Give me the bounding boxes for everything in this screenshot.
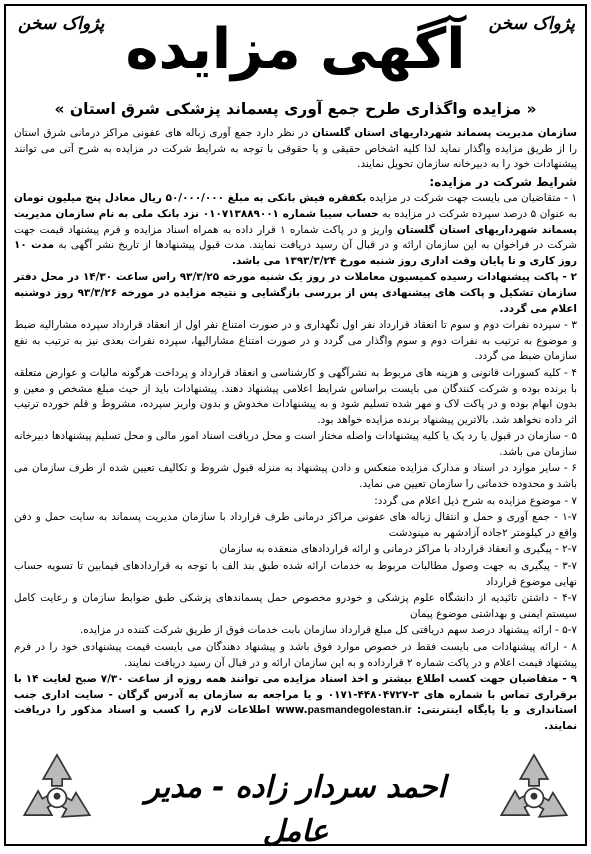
item-1-d: حساب سیبا شماره ۰۱۰۷۱۳۸۸۹۰۰۱ نزد بانک ملی به نام سازمان مدیریت پسماند شهرداریهای استان گلستان bbox=[14, 207, 577, 236]
item-9-end: اطلاعات لازم را کسب و اسناد مذکور را دریافت نمایند. bbox=[14, 704, 577, 732]
logo-left: پژواک سخن bbox=[18, 14, 105, 34]
item-9 bbox=[14, 672, 577, 734]
item-1-e: واریز و در پاکت شماره ۱ قرار داده به همراه اسناد مزایده و فرم پیشنهاد قیمت جهت شرکت در فراخوان به این سازمان ارائه و در قبال آن رسید دریافت نمایند. مدت قبول پیشنهادها از تاریخ نشر آگهی به bbox=[14, 223, 578, 252]
item-1-c: به عنوان ۵ درصد سپرده شرکت در مزایده به bbox=[378, 207, 577, 220]
item-1-f: مدت ۱۰ روز کاری و تا پایان وقت اداری روز شنبه مورخ ۱۳۹۳/۳/۲۴ می باشد. bbox=[14, 239, 577, 267]
org-name: سازمان مدیریت پسماند شهرداریهای استان گلستان bbox=[312, 127, 577, 139]
item-2: ۲ - پاکت پیشنهادات رسیده کمیسیون معاملات در روز یک شنبه مورخه ۹۳/۳/۲۵ راس ساعت ۱۴/۳۰ در محل دفتر سازمان تشکیل و پاکت های پیشنهادی پس از بررسی بازگشایی و نتیجه مزایده در مورخه ۹۳/۳/۲۶ روز دوشنبه اعلام می گردد. bbox=[14, 271, 578, 315]
item-1-a: ۱ - متقاضیان می بایست جهت شرکت در مزایده bbox=[366, 192, 577, 205]
item-3: ۳ - سپرده نفرات دوم و سوم تا انعقاد قرارداد نفر اول نگهداری و در صورت امتناع نفر اول از انعقاد قرارداد سپرده مشارالیه ضبط و موضوع به ترتیب به نفرات دوم و سوم واگذار می گردد و در صورت امتناع مشارالیها، سپرده نفرات بعدی نیز به ترتیب به نفع سازمان ضبط می گردد. bbox=[14, 319, 577, 363]
subtitle: « مزایده واگذاری طرح جمع آوری پسماند پزشکی شرق استان » bbox=[54, 100, 537, 118]
header bbox=[6, 6, 585, 98]
item-1-b: بکفقره فیش بانکی به مبلغ ۵۰/۰۰۰/۰۰۰ ریال معادل پنج میلیون تومان bbox=[14, 192, 367, 205]
item-4: ۴ - کلیه کسورات قانونی و هزینه های مربوط به نشرآگهی و کارشناسی و انعقاد قرارداد و پرداخت هرگونه مالیات و عوارض متعلقه با برنده بوده و شرکت کنندگان می بایست براساس شرایط اعلامی پیشنهاد دهند. پیشنهادات باید از حیث مبلغ مشخص و معین و بدون ابهام بوده و در پاکت لاک و مهر شده تسلیم شود و به پیشنهادات مخدوش و بدون واریز سپرده، مشروط و قلم خورده ترتیب اثر داده نخواهد شد. بالاترین پیشنهاد برنده مزایده خواهد بود. bbox=[14, 366, 577, 426]
item-9-text: ۹ - متقاضیان جهت کسب اطلاع بیشتر و اخذ اسناد مزایده می توانند همه روزه از ساعت ۷/۳۰ صبح لغایت ۱۴ با برقراری تماس با شماره های ۳-۴۴۸۰۴۷۲۷-۰۱۷۱ و یا مراجعه به سازمان به آدرس گرگان - سایت اداری جنب استانداری و یا پایگاه اینترنتی: www. bbox=[14, 673, 577, 717]
item-7-3: ۳-۷ - پیگیری به جهت وصول مطالبات مربوط به خدمات ارائه شده طبق بند الف با توجه به قراردادهای فیمابین تا تسویه حساب نهایی موضوع قرارداد bbox=[14, 560, 577, 588]
item-6: ۶ - سایر موارد در اسناد و مدارک مزایده منعکس و دادن پیشنهاد به منزله قبول شروط و تکالیف تعیین شده از طرف سازمان می باشد و محدوده خدماتی را سازمان تعیین می نماید. bbox=[14, 462, 577, 491]
footer bbox=[12, 738, 579, 849]
item-5: ۵ - سازمان در قبول یا رد یک یا کلیه پیشنهادات واصله مختار است و محل دریافت اسناد امور مالی و محل تسلیم پیشنهادها دبیرخانه سازمان می باشد. bbox=[14, 430, 577, 458]
page-title: آگهی مزایده bbox=[125, 17, 466, 82]
item-7: ۷ - موضوع مزایده به شرح ذیل اعلام می گردد: bbox=[374, 494, 577, 507]
intro-text: در نظر دارد جمع آوری زباله های عفونی مراکز درمانی شرق استان را از طریق مزایده واگذار نماید لذا کلیه اشخاص حقیقی و یا حقوقی با توجه به شرایط شرکت در مزایده به شرح آتی می توانند پیشنهادات خود را به دبیرخانه سازمان تحویل نمایند. bbox=[14, 127, 577, 171]
website-link[interactable]: pasmandegolestan.ir bbox=[307, 705, 412, 717]
announcement-body bbox=[6, 126, 585, 735]
item-7-2: ۲-۷ - پیگیری و انعقاد قرارداد با مراکز درمانی و ارائه قراردادهای منعقده به سازمان bbox=[219, 543, 577, 556]
advertisement-page bbox=[4, 4, 587, 849]
item-1 bbox=[14, 191, 577, 269]
signature: احمد سردار زاده - مدیر عامل bbox=[145, 770, 446, 849]
recycle-icon bbox=[14, 748, 100, 834]
item-7-4: ۴-۷ - داشتن تائیدیه از دانشگاه علوم پزشکی و خودرو مخصوص حمل پسماندهای پزشکی طبق ضوابط سازمان و رعایت کامل سیستم ایمنی و بهداشتی موضوع پیمان bbox=[14, 592, 577, 620]
item-7-1: ۱-۷ - جمع آوری و حمل و انتقال زباله های عفونی مراکز درمانی طرف قرارداد با سازمان مدیریت پسماند به سایت حمل و دفن واقع در کیلومتر ۲جاده آزادشهر به مینودشت bbox=[14, 511, 577, 539]
intro-paragraph bbox=[14, 126, 577, 173]
logo-right: پژواک سخن bbox=[488, 14, 575, 34]
item-7-5: ۵-۷ - ارائه پیشنهاد درصد سهم دریافتی کل مبلغ قرارداد سازمان بابت خدمات فوق از طریق شرکت کننده در مزایده. bbox=[79, 624, 577, 637]
item-8: ۸ - ارائه پیشنهادات می بایست فقط در خصوص موارد فوق باشد و پیشنهاد دهندگان می بایست قیمت پیشنهادی خود را در فرم پیشنهاد قیمت اعلام و در پاکت شماره ۲ قرارداده و به این سازمان ارائه و در قبال آن رسید دریافت نمایند. bbox=[14, 641, 577, 669]
conditions-title: شرایط شرکت در مزایده: bbox=[429, 174, 577, 189]
recycle-icon bbox=[491, 748, 577, 834]
